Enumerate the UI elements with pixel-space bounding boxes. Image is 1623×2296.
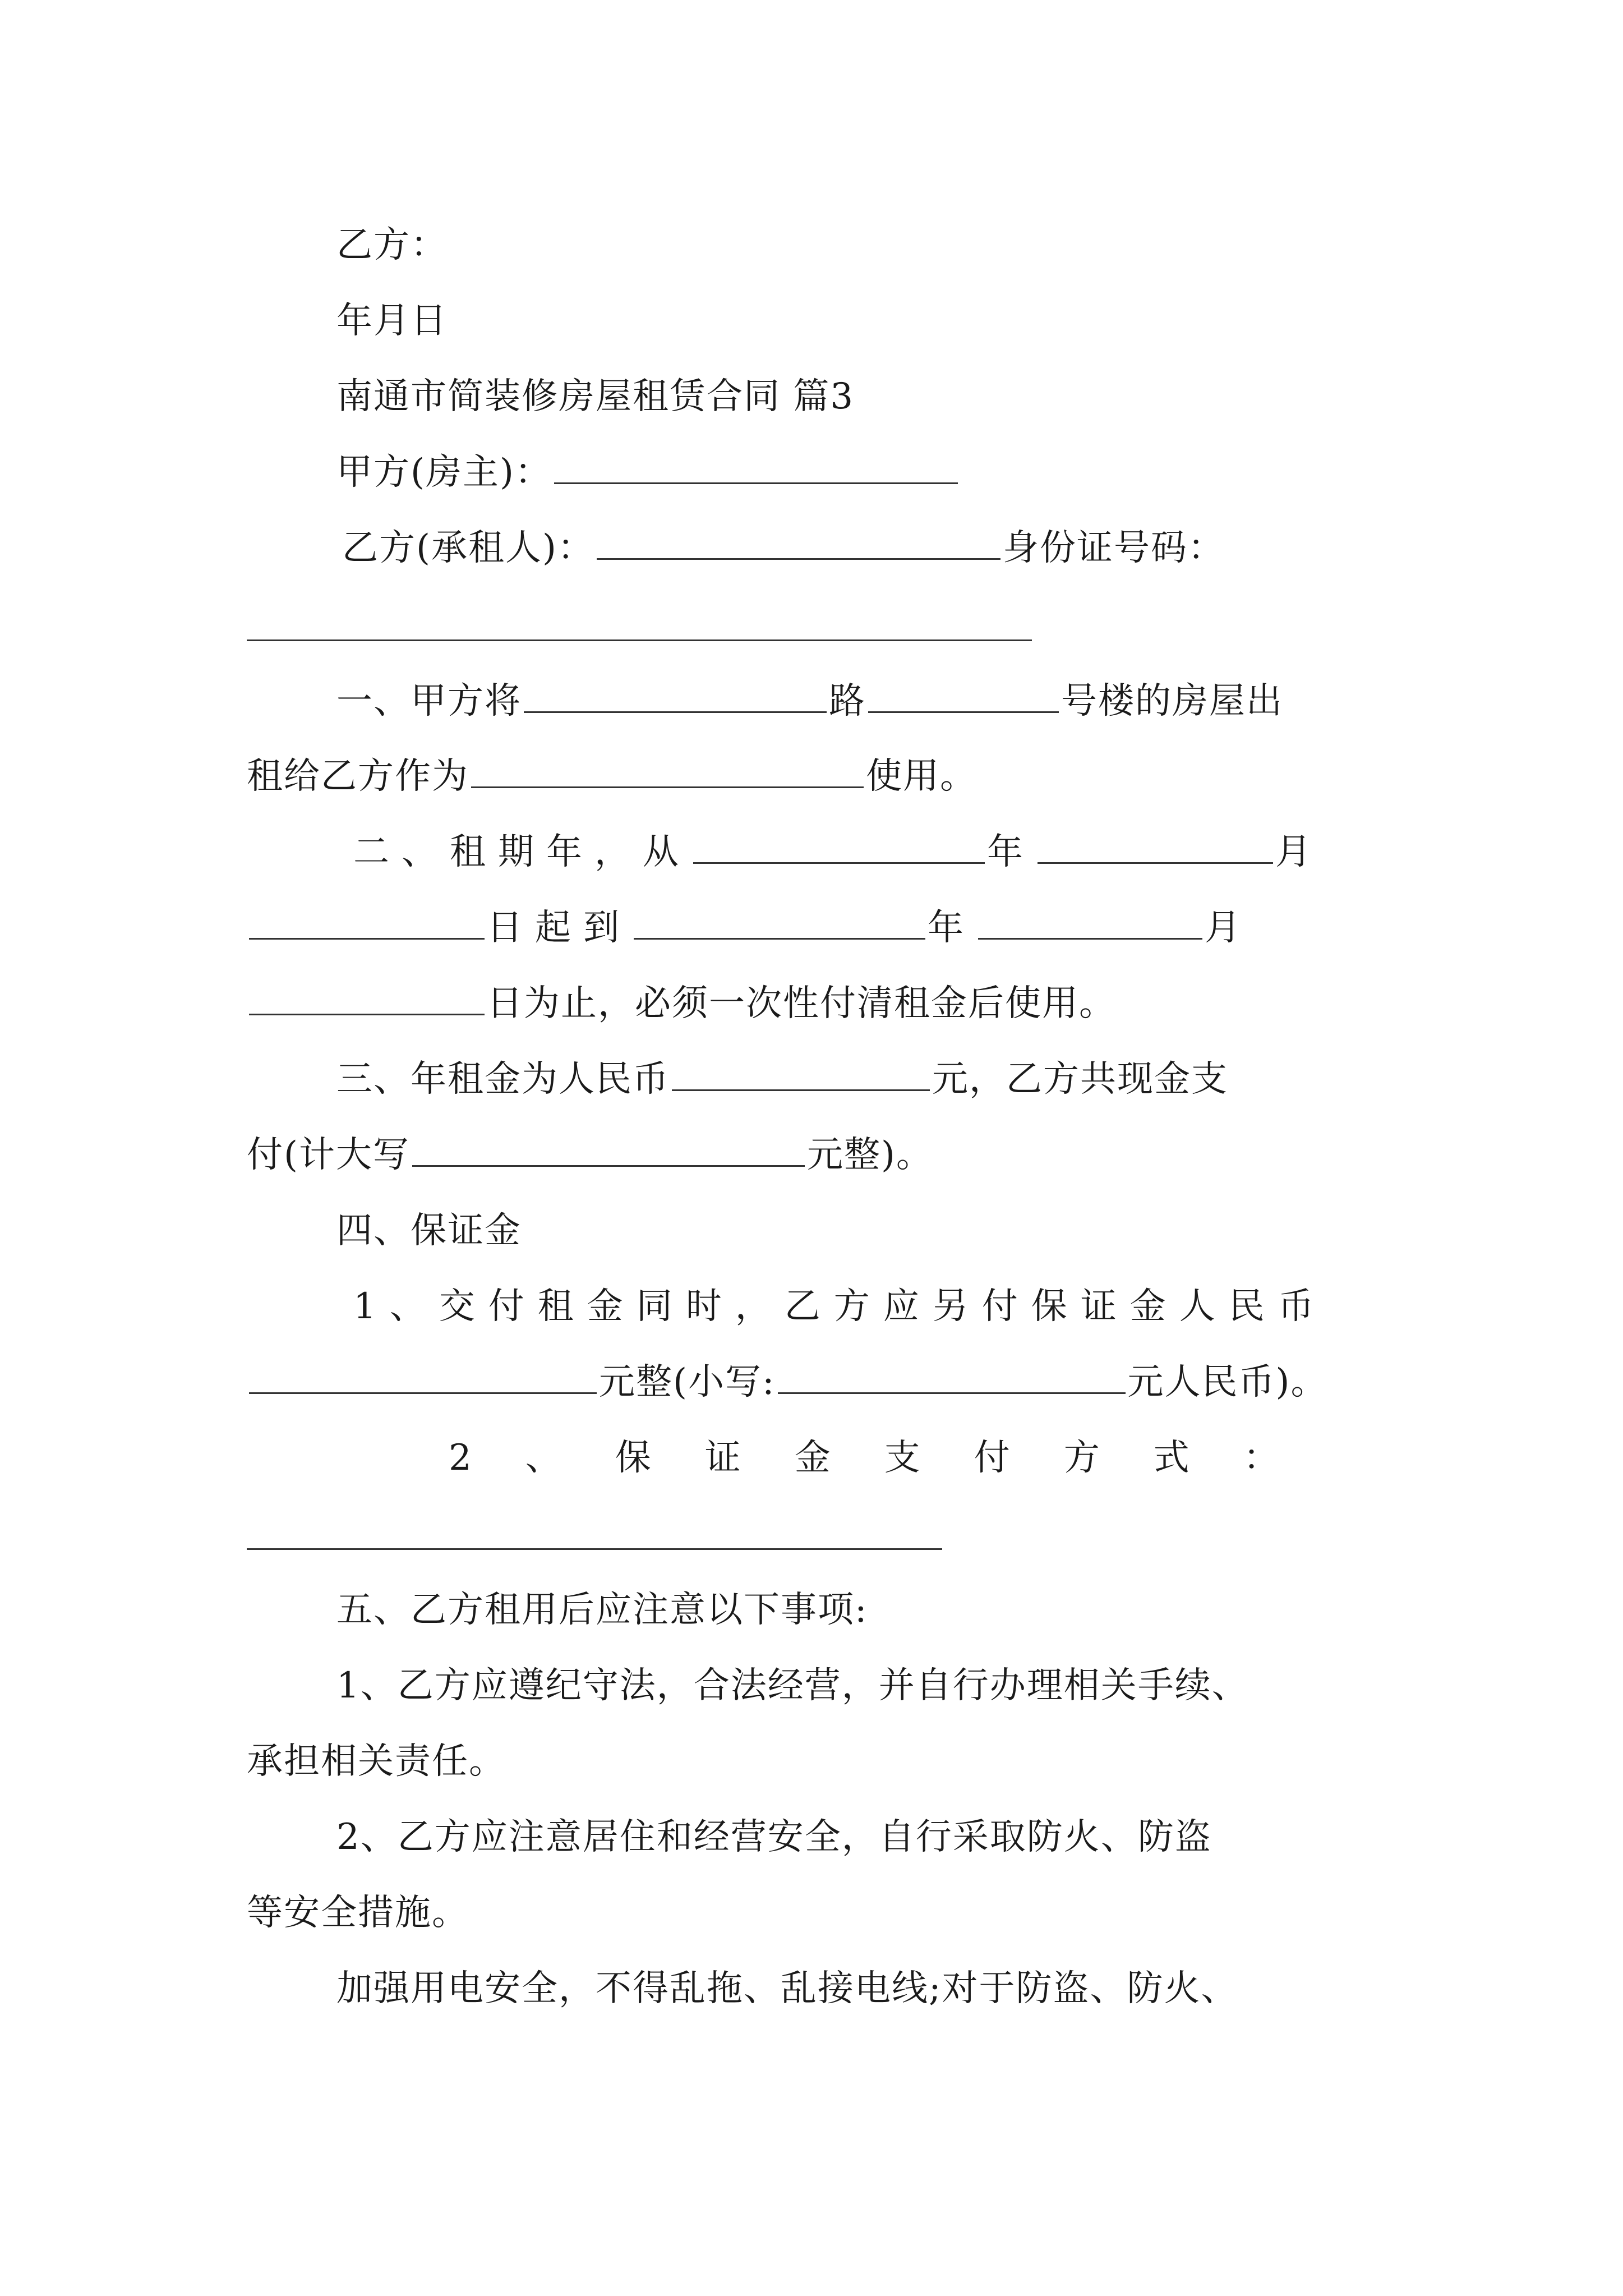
clause-1-line-2: [247, 756, 977, 797]
clause-2-text-f: 月: [1205, 907, 1253, 949]
clause-2-text-c: 月: [1275, 831, 1324, 873]
clause-4-text-a: 元整(小写:: [599, 1361, 776, 1403]
clause-1-text-a: 一、甲方将: [336, 680, 522, 722]
clause-5-heading: 五、乙方租用后应注意以下事项:: [336, 1589, 868, 1631]
deposit-method-blank[interactable]: [247, 1548, 942, 1550]
clause-4-item-1-line-2: [247, 1361, 1328, 1403]
start-month-blank[interactable]: [1038, 860, 1273, 864]
clause-3-line-1: [336, 1059, 1228, 1100]
annual-rent-blank[interactable]: [672, 1087, 930, 1091]
building-blank[interactable]: [868, 709, 1059, 713]
start-day-blank[interactable]: [249, 936, 485, 940]
deposit-in-words-blank[interactable]: [249, 1390, 597, 1394]
clause-1-line-1: [336, 680, 1283, 722]
clause-2-line-2: [247, 907, 1253, 949]
clause-4-item-1-line-1: 1、交付租金同时，乙方应另付保证金人民币: [353, 1286, 1327, 1327]
clause-2-text-e: 年: [928, 907, 976, 949]
clause-3-text-b: 元，乙方共现金支: [932, 1059, 1228, 1100]
rent-in-words-blank[interactable]: [412, 1163, 805, 1167]
party-b-blank[interactable]: [597, 556, 1000, 560]
signature-date-label: 年月日: [336, 300, 448, 342]
contract-title: 南通市简装修房屋租赁合同 篇3: [336, 376, 855, 417]
id-number-label: 身份证号码：: [1002, 527, 1225, 569]
clause-4-item-2: 2、保证金支付方式：: [449, 1437, 1333, 1479]
end-day-blank[interactable]: [249, 1011, 485, 1015]
clause-5-item-2-line-2: 等安全措施。: [247, 1892, 469, 1934]
road-blank[interactable]: [524, 709, 827, 713]
party-a-label: 甲方(房主)：: [336, 452, 552, 493]
clause-4-heading: 四、保证金: [336, 1210, 522, 1251]
start-year-blank[interactable]: [693, 860, 985, 864]
end-year-blank[interactable]: [634, 936, 925, 940]
party-b-line: [342, 527, 1225, 569]
clause-3-text-a: 三、年租金为人民币: [336, 1059, 670, 1100]
clause-2-text-d: 日起到: [487, 907, 631, 949]
end-month-blank[interactable]: [978, 936, 1202, 940]
clause-5-item-2-line-1: 2、乙方应注意居住和经营安全，自行采取防火、防盗: [336, 1816, 1212, 1858]
clause-2-line-3: [247, 983, 1116, 1024]
clause-4-text-b: 元人民币)。: [1127, 1361, 1328, 1403]
usage-blank[interactable]: [471, 784, 864, 788]
clause-1-text-d: 租给乙方作为: [247, 756, 469, 797]
party-a-line: [336, 452, 960, 493]
clause-2-text-g: 日为止，必须一次性付清租金后使用。: [487, 983, 1116, 1024]
clause-3-text-c: 付(计大写: [247, 1134, 410, 1176]
deposit-in-figures-blank[interactable]: [778, 1390, 1126, 1394]
id-number-blank[interactable]: [247, 639, 1032, 641]
clause-5-item-1-line-2: 承担相关责任。: [247, 1741, 506, 1782]
clause-5-item-3-line-1: 加强用电安全，不得乱拖、乱接电线;对于防盗、防火、: [336, 1968, 1238, 2009]
party-b-signature-label: 乙方：: [336, 224, 448, 266]
clause-2-text-a: 二、租期年，从: [353, 831, 691, 873]
clause-2-line-1: [353, 831, 1324, 873]
clause-2-text-b: 年: [987, 831, 1035, 873]
clause-3-line-2: [247, 1134, 933, 1176]
clause-1-text-e: 使用。: [866, 756, 977, 797]
clause-5-item-1-line-1: 1、乙方应遵纪守法，合法经营，并自行办理相关手续、: [336, 1665, 1249, 1706]
party-a-blank[interactable]: [554, 480, 958, 484]
clause-1-text-b: 路: [829, 680, 866, 722]
clause-3-text-d: 元整)。: [806, 1134, 933, 1176]
party-b-label: 乙方(承租人)：: [342, 527, 594, 569]
clause-1-text-c: 号楼的房屋出: [1061, 680, 1283, 722]
